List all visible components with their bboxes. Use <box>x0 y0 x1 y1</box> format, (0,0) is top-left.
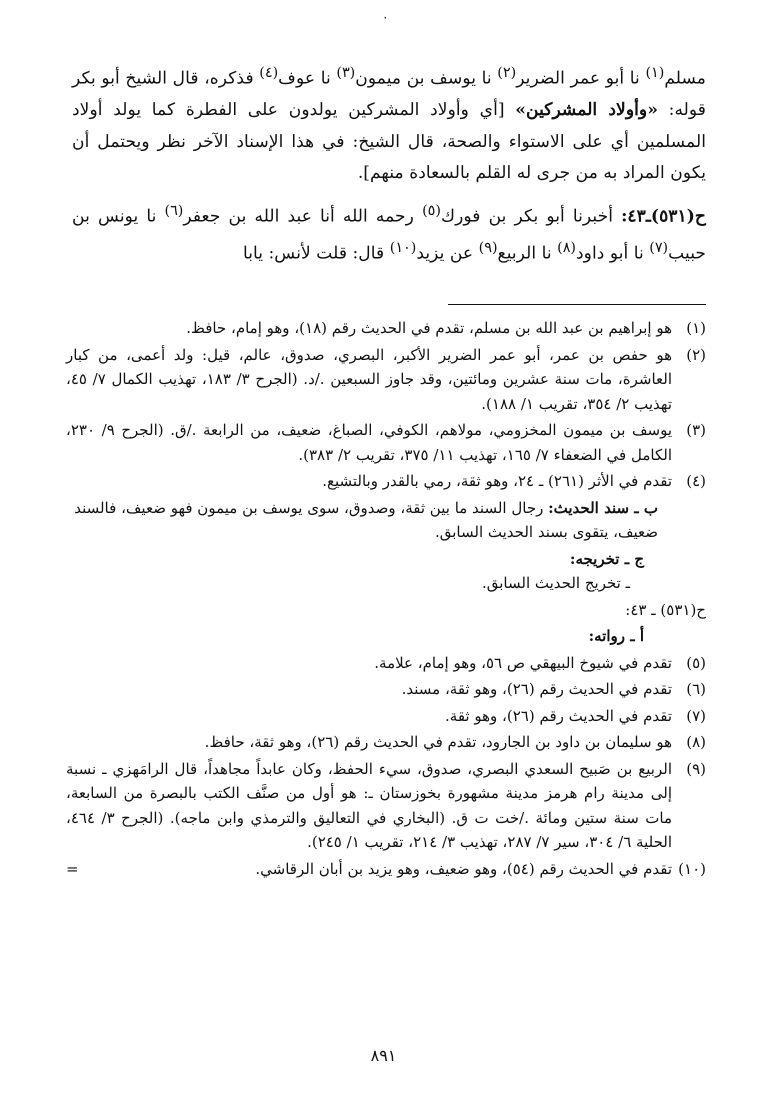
footnote-7 <box>66 704 706 729</box>
footnote-number: (٣) <box>686 421 706 439</box>
text-run: رحمه الله أنا عبد الله بن جعفر <box>183 206 423 227</box>
footnote-text: تقدم في الحديث رقم (٢٦)، وهو ثقة. <box>445 706 672 725</box>
footnote-5 <box>66 651 706 676</box>
footnote-10 <box>66 857 706 882</box>
section-b-isnad <box>66 496 706 545</box>
footnote-3 <box>66 418 706 467</box>
footnote-text: تقدم في الحديث رقم (٢٦)، وهو ثقة، مسند. <box>401 680 672 698</box>
footnote-ref-9[interactable]: (٩) <box>478 239 498 256</box>
page-number: ٨٩١ <box>370 1046 397 1065</box>
footnote-2 <box>66 343 706 417</box>
footnote-number: (٢) <box>686 345 706 364</box>
footnotes-area <box>66 316 706 881</box>
text-run: نا أبو عمر الضرير <box>516 68 646 89</box>
quoted-phrase: «وأولاد المشركين» <box>515 100 658 121</box>
text-run: نا أبو داود <box>576 243 650 264</box>
text-run: فذكره، قال الشيخ أبو بكر قوله: <box>72 68 706 121</box>
text-run: نا الربيع <box>497 243 558 264</box>
text-run: نا يوسف بن ميمون <box>355 68 498 89</box>
footnote-ref-4[interactable]: (٤) <box>259 65 279 81</box>
main-paragraph-2 <box>72 196 706 270</box>
footnote-ref-6[interactable]: (٦) <box>164 202 184 219</box>
text-run: عن يزيد <box>416 243 479 264</box>
footnote-number: (٩) <box>686 759 706 778</box>
continuation-mark: = <box>66 859 79 878</box>
footnote-number: (٨) <box>686 733 706 751</box>
footnote-text: تقدم في الأثر (٢٦١) ـ ٢٤، وهو ثقة، رمي بالقدر وبالتشيع. <box>322 472 672 490</box>
section-c-heading: ج ـ تخريجه: <box>569 549 644 568</box>
top-dot-mark: ٠ <box>382 10 389 24</box>
text-run: قال: قلت لأنس: يابا <box>243 243 390 264</box>
footnote-text: هو حفص بن عمر، أبو عمر الضرير الأكبر، البصري، صدوق، عالم، قيل: ولد أعمى، من كبار العاشرة، مات سنة عشرين ومائتين، وقد جاوز السبعين ./د. (الجرح ٣/ ١٨٣، تهذيب الكمال ٧/ ٤٥، تهذيب ٢/ ٣٥٤، تقريب ١/ ١٨٨). <box>66 345 672 413</box>
section-a-heading: أ ـ رواته: <box>588 627 644 645</box>
footnote-ref-5[interactable]: (٥) <box>422 202 441 219</box>
footnote-text: هو إبراهيم بن عبد الله بن مسلم، تقدم في الحديث رقم (١٨)، وهو إمام، حافظ. <box>186 319 672 337</box>
footnote-text: هو سليمان بن داود بن الجارود، تقدم في الحديث رقم (٢٦)، وهو ثقة، حافظ. <box>204 733 672 751</box>
footnote-number: (٦) <box>686 680 706 698</box>
footnote-ref-1[interactable]: (١) <box>645 65 665 81</box>
footnote-text: يوسف بن ميمون المخزومي، مولاهم، الكوفي، الصباغ، ضعيف، من الرابعة ./ق. (الجرح ٩/ ٢٣٠، الكامل في الضعفاء ٧/ ١٦٥، تهذيب ١١/ ٣٧٥، تقريب ٢/ ٣٨٣). <box>66 421 672 464</box>
hadith-ref-heading: ح(٥٣١) ـ ٤٣: <box>625 600 706 619</box>
footnote-4 <box>66 469 706 494</box>
footnote-number: (٧) <box>686 706 706 725</box>
footnote-text: تقدم في شيوخ البيهقي ص ٥٦، وهو إمام، علامة. <box>374 653 672 672</box>
footnote-ref-3[interactable]: (٣) <box>336 65 356 81</box>
main-text <box>72 58 706 270</box>
text-run: نا يونس بن حبيب <box>72 206 706 264</box>
footnote-8 <box>66 730 706 755</box>
footnote-ref-10[interactable]: (١٠) <box>389 239 417 256</box>
footnote-text: تقدم في الحديث رقم (٥٤)، وهو ضعيف، وهو يزيد بن أبان الرقاشي. <box>255 859 672 878</box>
footnote-number: (٤) <box>686 472 706 490</box>
footnote-ref-2[interactable]: (٢) <box>497 65 517 81</box>
text-run: مسلم <box>664 68 706 89</box>
hadith-number: ح(٥٣١)ـ٤٣: <box>621 206 706 227</box>
footnote-separator <box>448 304 706 305</box>
text-run: [أي وأولاد المشركين يولدون على الفطرة كما يولد أولاد المسلمين أي على الاستواء والصحة، قال الشيخ: في هذا الإسناد الآخر نظر ويحتمل أن يكون المراد به من جرى له القلم بالسعادة منهم]. <box>72 100 706 184</box>
footnote-ref-7[interactable]: (٧) <box>649 239 669 256</box>
section-c-text: ـ تخريج الحديث السابق. <box>481 574 630 592</box>
section-b-text: رجال السند ما بين ثقة، وصدوق، سوى يوسف بن ميمون فهو ضعيف، فالسند ضعيف، يتقوى بسند الحديث السابق. <box>74 498 658 541</box>
section-b-label: ب ـ سند الحديث: <box>548 498 658 517</box>
footnote-number: (١٠) <box>678 859 706 878</box>
main-paragraph-1 <box>72 58 706 190</box>
footnote-number: (١) <box>686 319 706 337</box>
footnote-9 <box>66 757 706 855</box>
footnote-ref-8[interactable]: (٨) <box>557 239 576 256</box>
text-run: نا عوف <box>278 68 337 89</box>
footnote-1 <box>66 316 706 341</box>
footnote-text: الربيع بن صَبيح السعدي البصري، صدوق، سيء الحفظ، وكان عابداً مجاهداً، قال الرامَهزي ـ نسبة إلى مدينة رام هرمز مدينة مشهورة بخوزستان ـ: هو أول من صنَّف الكتب بالبصرة من السابعة، مات سنة ستين ومائة ./خت ت ق. (البخاري في التعاليق والترمذي وابن ماجه). (الجرح ٣/ ٤٦٤، الحلية ٦/ ٣٠٤، سير ٧/ ٢٨٧، تهذيب ٣/ ٢١٤، تقريب ١/ ٢٤٥). <box>66 759 673 851</box>
text-run: أخبرنا أبو بكر بن فورك <box>440 206 622 227</box>
footnote-6 <box>66 677 706 702</box>
footnote-number: (٥) <box>686 653 706 672</box>
